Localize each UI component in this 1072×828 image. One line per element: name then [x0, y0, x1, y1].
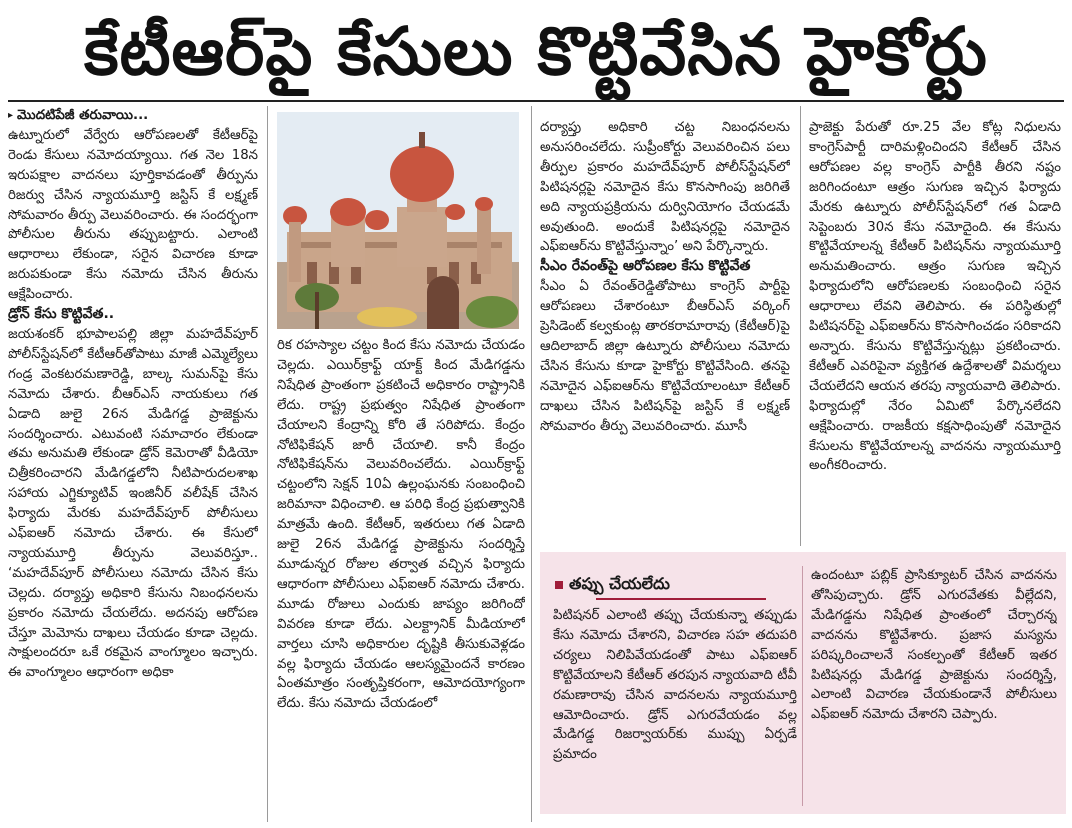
col3-bottom-text: సీఎం ఏ రేవంత్‌రెడ్డితోపాటు కాంగ్రెస్‌ పార్టీపై ఆరోపణలు చేశారంటూ బీఆర్‌ఎస్‌ వర్కింగ్‌ ప్రెసిడెంట్‌ కల్వకుంట్ల తారకరామారావు (కేటీఆర్‌)పై ఆదిలాబాద్‌ జిల్లా ఉట్నూరు పోలీసులు నమోదు చేసిన కేసును కూడా హైకోర్టు కొట్టివేసింది. తనపై నమోదైన ఎఫ్‌ఐఆర్‌ను కొట్టివేయాలంటూ కేటీఆర్‌ దాఖలు చేసిన పిటిషన్‌పై జస్టిస్‌ కే లక్ష్మణ్‌ సోమవారం తీర్పు వెలువరించారు. మూసీ	[540, 279, 790, 434]
col1-subhead: డ్రోన్‌ కేసు కొట్టివేత..	[8, 306, 115, 323]
headline-rule	[8, 100, 1064, 102]
col1-top-text: ఉట్నూరులో వేర్వేరు ఆరోపణలతో కేటీఆర్‌పై రెండు కేసులు నమోదయ్యాయి. గత నెల 18న ఇరుపక్షాల వాదనలు పూర్తికావడంతో తీర్పును రిజర్వు చేసిన న్యాయమూర్తి జస్టిస్‌ కే లక్ష్మణ్‌ సోమవారం తీర్పు వెలువరించారు. ఈ సందర్భంగా పోలీసుల తీరును తప్పుబట్టారు. ఎలాంటి ఆధారాలు లేకుండా, సరైన విచారణ కూడా జరుపకుండా కేసు నమోదు చేసిన తీరును ఆక్షేపించారు.	[8, 127, 258, 303]
kicker	[8, 106, 258, 126]
sidebar-column-right	[811, 566, 1057, 806]
col1-bottom-text: జయశంకర్‌ భూపాలపల్లి జిల్లా మహదేవ్‌పూర్‌ పోలీస్‌స్టేషన్‌లో కేటీఆర్‌తోపాటు మాజీ ఎమ్మెల్యేలు గండ్ర వెంకటరమణారెడ్డి, బాల్క సుమన్‌పై కేసు నమోదు చేశారు. బీఆర్‌ఎస్‌ నాయకులు గత ఏడాది జులై 26న మేడిగడ్డ ప్రాజెక్టును సందర్శించారు. ఎటువంటి సమాచారం లేకుండా తమ అనుమతి లేకుండా డ్రోన్‌ కెమెరాతో వీడియో చిత్రీకరించారని మేడిగడ్డలోని నీటిపారుదలశాఖ సహాయ ఎగ్జిక్యూటివ్‌ ఇంజినీర్‌ వలీషేక్‌ చేసిన ఫిర్యాదు మేరకు మహదేవ్‌పూర్‌ పోలీసులు ఎఫ్‌ఐఆర్‌ నమోదు చేశారు. ఈ కేసులో న్యాయమూర్తి తీర్పును వెలువరిస్తూ.. ‘మహదేవ్‌పూర్‌ పోలీసులు నమోదు చేసిన కేసు చెల్లదు. దర్యాప్తు అధికారి కేసును నిబంధనలను ప్రకారం నమోదు చేయలేదు. అదనపు ఆరోపణ చేస్తూ మెమోను దాఖలు చేయడం కూడా చెల్లదు. సాక్షులందరూ ఒకే రకమైన వాంగ్మూలం ఇచ్చారు. ఈ వాంగ్మూలం ఆధారంగా అధికా	[8, 326, 258, 681]
col4-text: ప్రాజెక్టు పేరుతో రూ.25 వేల కోట్ల నిధులను కాంగ్రెస్‌పార్టీ దారిమళ్లించిందని కేటీఆర్‌ చేసిన ఆరోపణల వల్ల కాంగ్రెస్‌ పార్టీకి తీరని నష్టం జరిగిందంటూ ఆత్రం సుగుణ ఇచ్చిన ఫిర్యాదు మేరకు ఉట్నూరు పోలీస్‌స్టేషన్‌లో గత ఏడాది సెప్టెంబరు 30న కేసు నమోదైంది. ఈ కేసును కొట్టివేయాలన్న కేటీఆర్‌ పిటిషన్‌ను న్యాయమూర్తి అనుమతించారు. ఆత్రం సుగుణ ఇచ్చిన ఫిర్యాదులోని ఆరోపణలకు సంబంధించి సరైన ఆధారాలు లేవని తెలిపారు. ఈ పరిస్థితుల్లో పిటిషనర్‌పై ఎఫ్‌ఐఆర్‌ను కొనసాగించడం సరికాదని అన్నారు. కేసును కొట్టివేస్తున్నట్లు ప్రకటించారు. కేటీఆర్‌ ఎవరిపైనా వ్యక్తిగత ఉద్దేశాలతో విమర్శలు చేయలేదని ఆయన తరపు న్యాయవాది తెలిపారు. ఫిర్యాదుల్లో నేరం ఏమిటో పేర్కొనలేదని ఆక్షేపించారు. రాజకీయ కక్షసాధింపుతో నమోదైన కేసులను కొట్టివేయాలన్న వాదనను న్యాయమూర్తి అంగీకరించారు.	[809, 120, 1061, 474]
col3-top-text: దర్యాప్తు అధికారి చట్ట నిబంధనలను అనుసరించలేదు. సుప్రీంకోర్టు వెలువరించిన పలు తీర్పుల ప్రకారం మహదేవ్‌పూర్‌ పోలీస్‌స్టేషన్‌లో పిటిషనర్లపై నమోదైన కేసు కొనసాగింపు జరిగితే అది న్యాయప్రక్రియను దుర్వినియోగం చేయడమే అవుతుంది. అందుకే పిటిషనర్లపై నమోదైన ఎఫ్‌ఐఆర్‌ను కొట్టివేస్తున్నాం’ అని పేర్కొన్నారు.	[540, 120, 790, 255]
col2-text: రిక రహస్యాల చట్టం కింద కేసు నమోదు చేయడం చెల్లదు. ఎయిర్‌క్రాఫ్ట్‌ యాక్ట్‌ కింద మేడిగడ్డను నిషేధిత ప్రాంతంగా ప్రకటించే అధికారం రాష్ట్రానికి లేదు. రాష్ట్ర ప్రభుత్వం నిషేధిత ప్రాంతంగా చేయాలని కేంద్రాన్ని కోరి తే సరిపోదు. కేంద్రం నోటిఫికేషన్‌ జారీ చేయాలి. కానీ కేంద్రం నోటిఫికేషన్‌ను వెలువరించలేదు. ఎయిర్‌క్రాఫ్ట్‌ చట్టంలోని సెక్షన్‌ 10ఏ ఉల్లంఘనకు సంబంధించి జరిమానా విధించాలి. ఆ పరిధి కేంద్ర ప్రభుత్వానికి మాత్రమే ఉంది. కేటీఆర్‌, ఇతరులు గత ఏడాది జులై 26న మేడిగడ్డ ప్రాజెక్టును సందర్శిస్తే మూడున్నర రోజుల తర్వాత వచ్చిన ఫిర్యాదు ఆధారంగా పోలీసులు ఎఫ్‌ఐఆర్‌ నమోదు చేశారు. మూడు రోజులు ఎందుకు జాప్యం జరిగిందో వివరణ కూడా లేదు. ఎలక్ట్రానిక్‌ మీడియాలో వార్తలు చూసి అధికారుల దృష్టికి తీసుకువెళ్లడం వల్ల ఫిర్యాదు చేయడం ఆలస్యమైందనే కారణం ఏంతమాత్రం సంతృప్తికరంగా, ఆమోదయోగ్యంగా లేదు. కేసు నమోదు చేయడంలో	[277, 338, 525, 712]
sidebar-title	[555, 574, 670, 597]
headline: కేటీఆర్‌పై కేసులు కొట్టివేసిన హైకోర్టు	[84, 13, 988, 90]
sidebar-left-text: పిటిషనర్‌ ఎలాంటి తప్పు చేయకున్నా తప్పుడు కేసు నమోదు చేశారని, విచారణ సహ తదుపరి చర్యలు నిలిపివేయడంతో పాటు ఎఫ్‌ఐఆర్‌ కొట్టివేయాలని కేటీఆర్‌ తరపున న్యాయవాది టీవీ రమణారావు చేసిన వాదనలను న్యాయమూర్తి ఆమోదించారు. డ్రోన్‌ ఎగురవేయడం వల్ల మేడిగడ్డ రిజర్వాయర్‌కు ముప్పు ఏర్పడే ప్రమాదం	[553, 608, 797, 763]
sidebar-column-left	[553, 606, 797, 810]
column-divider	[531, 106, 532, 822]
sidebar-right-text: ఉందంటూ పబ్లిక్‌ ప్రాసిక్యూటర్‌ చేసిన వాదనను తోసిపుచ్చారు. డ్రోన్‌ ఎగురవేతకు వీల్లేదని, మేడిగడ్డను నిషేధిత ప్రాంతంలో చేర్చారన్న వాదనను కొట్టివేశారు. ప్రజాస మస్యను పరిష్కరించాలనే సంకల్పంతో కేటీఆర్‌ ఇతర పిటిషనర్లు మేడిగడ్డ ప్రాజెక్టును సందర్శిస్తే, ఎలాంటి విచారణ చేయకుండానే పోలీసులు ఎఫ్‌ఐఆర్‌ నమోదు చేశారని చెప్పారు.	[811, 568, 1057, 723]
column-divider	[800, 106, 801, 546]
column-3	[540, 118, 790, 542]
red-square-icon	[555, 581, 563, 589]
kicker-text: మొదటిపేజీ తరువాయి...	[17, 108, 149, 123]
column-2	[277, 336, 525, 822]
sidebar-divider	[802, 566, 803, 806]
triangle-bullet-icon: ▸	[8, 110, 14, 121]
column-divider	[267, 106, 268, 822]
col3-subhead: సీఎం రేవంత్‌పై ఆరోపణల కేసు కొట్టివేత	[540, 258, 751, 275]
column-1	[8, 106, 258, 822]
sidebar-title-text: తప్పు చేయలేదు	[569, 574, 670, 593]
high-court-illustration	[277, 112, 519, 329]
sidebar-title-rule	[596, 598, 766, 600]
column-4	[809, 118, 1061, 542]
high-court-photo	[277, 112, 519, 329]
